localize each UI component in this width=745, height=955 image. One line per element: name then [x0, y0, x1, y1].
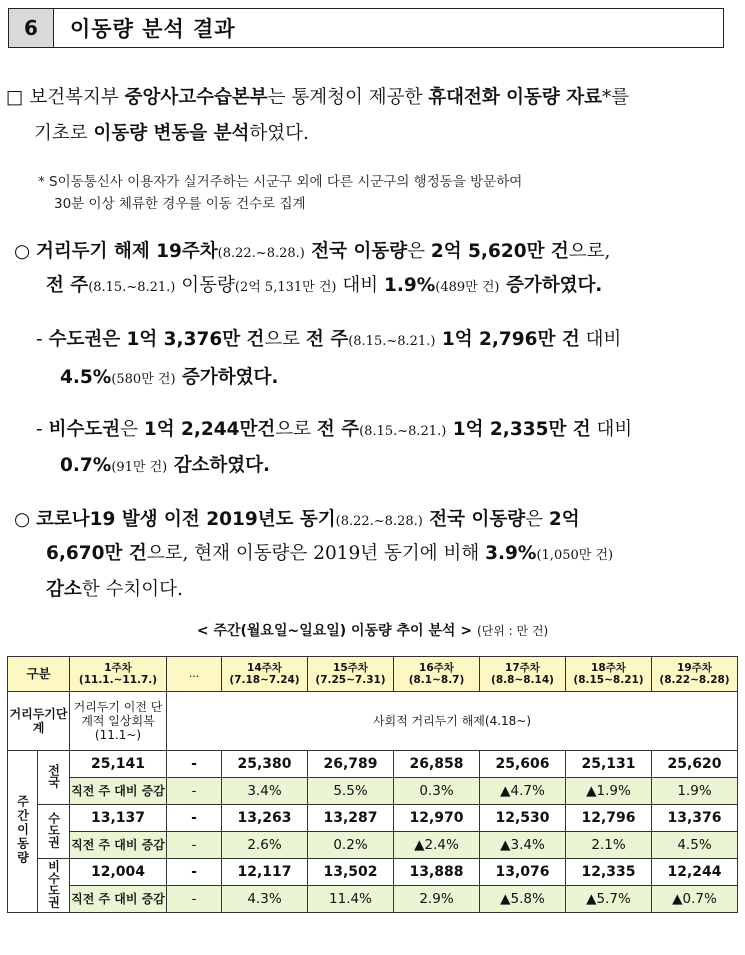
- week-range: (11.1.~11.7.): [78, 674, 158, 686]
- side-label: [8, 751, 38, 913]
- table-cell: 12,335: [566, 859, 652, 886]
- dash-bullet-icon: -: [36, 329, 43, 350]
- intro-emphasis: 휴대전화 이동량 자료: [428, 87, 602, 108]
- table-cell: 0.3%: [394, 778, 480, 805]
- week-name: 14주차: [247, 662, 282, 674]
- table-cell: 13,287: [308, 805, 394, 832]
- header-gubun: 구분: [8, 657, 70, 692]
- table-cell: 11.4%: [308, 886, 394, 913]
- dash1-line-2: [60, 366, 278, 392]
- table-cell: 26,858: [394, 751, 480, 778]
- dash2-emphasis: 0.7%: [60, 455, 112, 476]
- header-week: [566, 657, 652, 692]
- bullet2-emphasis: 전국 이동량: [422, 509, 526, 530]
- bullet1-line-1: [14, 240, 610, 266]
- intro-line-2: [34, 122, 309, 146]
- intro-text: 기초로: [34, 123, 94, 144]
- dash-bullet-icon: -: [36, 419, 43, 440]
- week-name: 17주차: [505, 662, 540, 674]
- header-week: [394, 657, 480, 692]
- table-cell: 12,530: [480, 805, 566, 832]
- side-label-text: 주간이동량: [15, 795, 30, 865]
- week-range: (7.25~7.31): [315, 674, 386, 686]
- table-cell: 13,888: [394, 859, 480, 886]
- bullet2-text: 으로, 현재 이동량은 2019년 동기에 비해: [146, 543, 486, 564]
- week-range: (8.1~8.7): [408, 674, 465, 686]
- week-name: …: [188, 668, 200, 680]
- table-cell: 2.6%: [222, 832, 308, 859]
- table-cell: 26,789: [308, 751, 394, 778]
- table-cell: 13,263: [222, 805, 308, 832]
- bullet2-line-1: [14, 508, 580, 534]
- intro-text: *를: [601, 87, 630, 108]
- table-cell: 25,141: [70, 751, 167, 778]
- dash1-date: (8.15.~8.21.): [348, 334, 436, 349]
- header-week: [652, 657, 738, 692]
- intro-text: 는 통계청이 제공한: [267, 87, 429, 108]
- mobility-table: [7, 656, 738, 913]
- table-cell: 13,137: [70, 805, 167, 832]
- table-cell: -: [167, 751, 222, 778]
- dash2-paren: (91만 건): [111, 460, 168, 475]
- bullet1-text: 대비: [336, 275, 384, 296]
- bullet2-text: 한 수치이다.: [81, 579, 183, 600]
- table-cell: 12,970: [394, 805, 480, 832]
- bullet2-line-2: [46, 542, 613, 568]
- bullet1-paren: (2억 5,131만 건): [234, 280, 337, 295]
- dash2-emphasis: 전 주: [316, 419, 360, 440]
- bullet1-date: (8.22.~8.28.): [217, 246, 305, 261]
- dash1-emphasis: 증가하였다.: [175, 367, 279, 388]
- table-cell: ▲1.9%: [566, 778, 652, 805]
- distancing-row: [8, 692, 738, 751]
- table-cell: ▲3.4%: [480, 832, 566, 859]
- table-cell: -: [167, 859, 222, 886]
- table-cell: -: [167, 805, 222, 832]
- week-name: 19주차: [677, 662, 712, 674]
- group-label: [38, 805, 70, 859]
- bullet1-paren: (489만 건): [435, 280, 500, 295]
- table-cell: 12,244: [652, 859, 738, 886]
- distancing-phase1: 거리두기 이전 단계적 일상회복 (11.1~): [70, 692, 167, 751]
- checkbox-square-icon: □: [6, 87, 24, 108]
- dash2-text: 으로: [275, 419, 317, 440]
- table-cell: 25,131: [566, 751, 652, 778]
- table-cell: 4.3%: [222, 886, 308, 913]
- dash2-emphasis: 비수도권: [48, 419, 121, 440]
- dash2-text: 대비: [590, 419, 633, 440]
- table-cell: 2.1%: [566, 832, 652, 859]
- table-cell: 3.4%: [222, 778, 308, 805]
- week-range: (8.15~8.21): [573, 674, 644, 686]
- dash2-date: (8.15.~8.21.): [359, 424, 447, 439]
- table-cell: 13,376: [652, 805, 738, 832]
- week-range: (7.18~7.24): [229, 674, 300, 686]
- bullet2-date: (8.22.~8.28.): [335, 514, 423, 529]
- bullet1-text: 은: [407, 241, 431, 262]
- bullet2-paren: (1,050만 건): [536, 548, 614, 563]
- group-label-text: 전국: [46, 764, 61, 788]
- dash1-text: 으로: [264, 329, 307, 350]
- intro-line-1: [6, 86, 629, 110]
- table-row: [8, 859, 738, 886]
- table-cell: 12,004: [70, 859, 167, 886]
- dash1-emphasis: 수도권은 1억 3,376만 건: [48, 329, 265, 350]
- table-row: [8, 751, 738, 778]
- table-row: [8, 832, 738, 859]
- distancing-phase2: 사회적 거리두기 해제(4.18~): [167, 692, 738, 751]
- week-range: (8.8~8.14): [491, 674, 554, 686]
- bullet1-date: (8.15.~8.21.): [88, 280, 176, 295]
- table-cell: ▲5.8%: [480, 886, 566, 913]
- group-label-text: 비수도권: [46, 860, 61, 908]
- dash2-line-2: [60, 454, 270, 480]
- dash1-emphasis: 전 주: [306, 329, 349, 350]
- table-cell: 25,606: [480, 751, 566, 778]
- table-cell: 13,076: [480, 859, 566, 886]
- bullet2-text: 은: [525, 509, 549, 530]
- header-week: [222, 657, 308, 692]
- dash2-emphasis: 1억 2,244만건: [143, 419, 276, 440]
- change-label: 직전 주 대비 증감: [70, 832, 167, 859]
- bullet1-emphasis: 증가하였다.: [499, 275, 603, 296]
- group-label: [38, 859, 70, 913]
- group-label-text: 수도권: [46, 812, 61, 848]
- table-cell: -: [167, 832, 222, 859]
- bullet2-emphasis: 6,670만 건: [46, 543, 147, 564]
- bullet1-line-2: [46, 274, 602, 300]
- change-label: 직전 주 대비 증감: [70, 778, 167, 805]
- distancing-label: 거리두기단계: [8, 692, 70, 751]
- dash1-emphasis: 4.5%: [60, 367, 112, 388]
- table-cell: -: [167, 886, 222, 913]
- week-name: 18주차: [591, 662, 626, 674]
- week-name: 1주차: [104, 662, 132, 674]
- table-cell: 12,117: [222, 859, 308, 886]
- bullet1-emphasis: 2억 5,620만 건: [430, 241, 569, 262]
- bullet1-text: 이동량: [175, 275, 235, 296]
- table-cell: 2.9%: [394, 886, 480, 913]
- intro-text: 하였다.: [249, 123, 309, 144]
- caption-unit: (단위 : 만 건): [476, 624, 549, 638]
- dash2-line-1: [36, 418, 632, 444]
- table-header-row: [8, 657, 738, 692]
- table-cell: 25,380: [222, 751, 308, 778]
- bullet2-emphasis: 3.9%: [485, 543, 537, 564]
- table-cell: ▲4.7%: [480, 778, 566, 805]
- group-label: [38, 751, 70, 805]
- table-row: [8, 778, 738, 805]
- table-cell: 25,620: [652, 751, 738, 778]
- table-cell: 13,502: [308, 859, 394, 886]
- week-name: 15주차: [333, 662, 368, 674]
- section-number: 6: [9, 9, 54, 47]
- table-cell: ▲2.4%: [394, 832, 480, 859]
- bullet1-emphasis: 전국 이동량: [304, 241, 408, 262]
- bullet1-emphasis: 거리두기 해제 19주차: [36, 241, 218, 262]
- dash1-paren: (580만 건): [111, 372, 176, 387]
- dash2-emphasis: 1억 2,335만 건: [446, 419, 591, 440]
- table-cell: 1.9%: [652, 778, 738, 805]
- dash1-line-1: [36, 328, 621, 354]
- table-cell: 0.2%: [308, 832, 394, 859]
- header-week: [70, 657, 167, 692]
- caption-title: < 주간(월요일~일요일) 이동량 추이 분석 >: [196, 623, 473, 639]
- footnote-line-1: * S이동통신사 이용자가 실거주하는 시군구 외에 다른 시군구의 행정동을 방문하여: [38, 174, 523, 190]
- dash1-emphasis: 1억 2,796만 건: [435, 329, 580, 350]
- section-header: [8, 8, 724, 48]
- dash2-emphasis: 감소하였다.: [167, 455, 271, 476]
- intro-text: 보건복지부: [29, 87, 125, 108]
- dash1-text: 대비: [579, 329, 622, 350]
- dash2-text: 은: [120, 419, 144, 440]
- bullet2-emphasis: 코로나19 발생 이전 2019년도 동기: [36, 509, 336, 530]
- intro-emphasis: 중앙사고수습본부: [124, 87, 268, 108]
- header-week: [480, 657, 566, 692]
- bullet1-emphasis: 1.9%: [383, 275, 436, 296]
- change-label: 직전 주 대비 증감: [70, 886, 167, 913]
- table-cell: ▲5.7%: [566, 886, 652, 913]
- header-week: [167, 657, 222, 692]
- table-cell: 4.5%: [652, 832, 738, 859]
- bullet1-emphasis: 전 주: [46, 275, 89, 296]
- bullet1-text: 으로,: [568, 241, 611, 262]
- table-cell: 5.5%: [308, 778, 394, 805]
- table-row: [8, 805, 738, 832]
- week-range: (8.22~8.28): [659, 674, 730, 686]
- table-cell: -: [167, 778, 222, 805]
- table-caption: [0, 620, 745, 640]
- footnote-line-2: 30분 이상 체류한 경우를 이동 건수로 집계: [54, 196, 306, 212]
- intro-emphasis: 이동량 변동을 분석: [93, 123, 250, 144]
- section-title: 이동량 분석 결과: [70, 17, 236, 41]
- bullet2-emphasis: 2억: [548, 509, 580, 530]
- circle-bullet-icon: ○: [14, 241, 31, 262]
- table-cell: ▲0.7%: [652, 886, 738, 913]
- circle-bullet-icon: ○: [14, 509, 31, 530]
- table-cell: 12,796: [566, 805, 652, 832]
- header-week: [308, 657, 394, 692]
- bullet2-emphasis: 감소: [46, 579, 82, 600]
- table-row: [8, 886, 738, 913]
- week-name: 16주차: [419, 662, 454, 674]
- bullet2-line-3: [46, 578, 183, 602]
